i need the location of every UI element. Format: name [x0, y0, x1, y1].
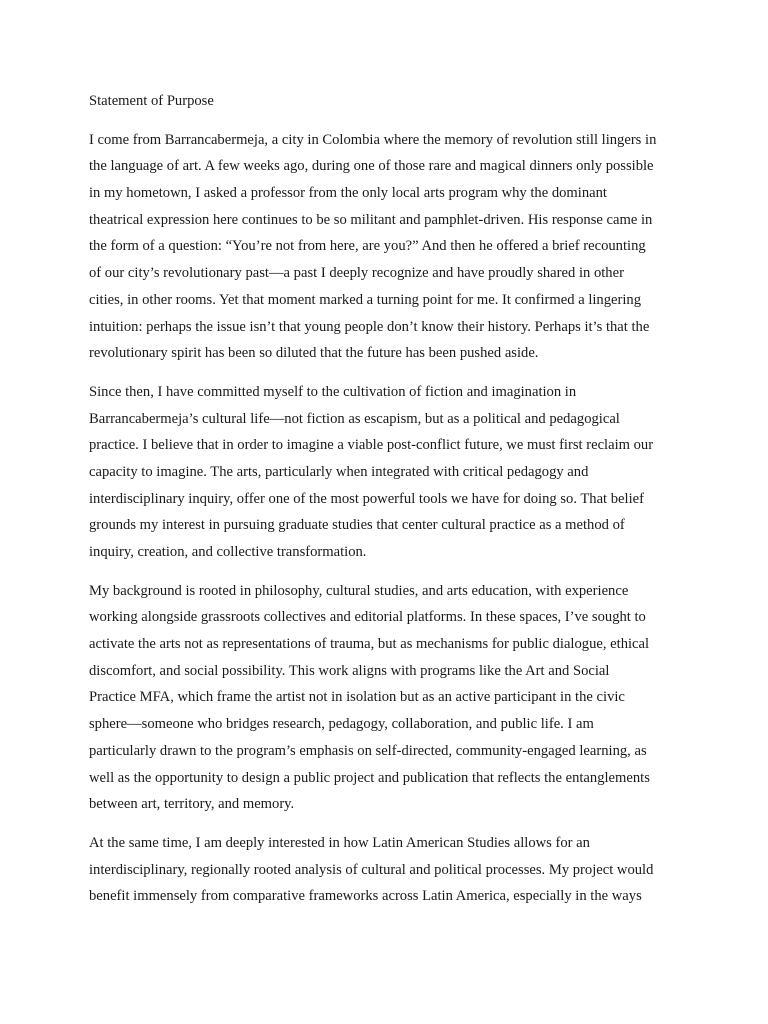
paragraph-line: capacity to imagine. The arts, particularly when integrated with critical pedagogy and — [89, 463, 589, 480]
paragraph-line: discomfort, and social possibility. This work aligns with programs like the Art and Social — [89, 662, 610, 679]
paragraph-line: in my hometown, I asked a professor from the only local arts program why the dominant — [89, 185, 607, 202]
paragraph-line: sphere—someone who bridges research, pedagogy, collaboration, and public life. I am — [89, 716, 594, 733]
paragraph-line: cities, in other rooms. Yet that moment marked a turning point for me. It confirmed a lingering — [89, 291, 642, 308]
paragraph-line: benefit immensely from comparative frameworks across Latin America, especially in the ways — [89, 888, 642, 905]
paragraph-line: At the same time, I am deeply interested in how Latin American Studies allows for an — [89, 834, 590, 851]
paragraph-line: between art, territory, and memory. — [89, 796, 295, 813]
paragraph-line: interdisciplinary, regionally rooted analysis of cultural and political processes. My project would — [89, 861, 654, 878]
paragraph-line: Practice MFA, which frame the artist not in isolation but as an active participant in the civic — [89, 689, 625, 706]
paragraph-line: theatrical expression here continues to be so militant and pamphlet-driven. His response came in — [89, 211, 653, 228]
paragraph-line: of our city’s revolutionary past—a past I deeply recognize and have proudly shared in other — [89, 265, 624, 282]
paragraph-line: practice. I believe that in order to imagine a viable post-conflict future, we must first reclaim our — [89, 437, 654, 454]
paragraph-line: the form of a question: “You’re not from here, are you?” And then he offered a brief recounting — [89, 238, 646, 255]
paragraph-line: interdisciplinary inquiry, offer one of the most powerful tools we have for doing so. That belief — [89, 490, 644, 507]
paragraph-line: the language of art. A few weeks ago, during one of those rare and magical dinners only possible — [89, 158, 654, 175]
document-body — [89, 88, 679, 910]
paragraph-line: activate the arts not as representations of trauma, but as mechanisms for public dialogue, ethical — [89, 636, 650, 653]
paragraph-line: My background is rooted in philosophy, cultural studies, and arts education, with experience — [89, 582, 629, 599]
paragraph-line: grounds my interest in pursuing graduate studies that center cultural practice as a method of — [89, 517, 625, 534]
paragraph-line: well as the opportunity to design a public project and publication that reflects the entanglements — [89, 769, 650, 786]
paragraph-line: Barrancabermeja’s cultural life—not fiction as escapism, but as a political and pedagogical — [89, 410, 620, 427]
paragraph-2 — [89, 379, 679, 566]
paragraph-3 — [89, 578, 679, 818]
paragraph-4 — [89, 830, 679, 910]
paragraph-line: Since then, I have committed myself to the cultivation of fiction and imagination in — [89, 383, 577, 400]
paragraph-line: intuition: perhaps the issue isn’t that young people don’t know their history. Perhaps it’s that the — [89, 318, 650, 335]
paragraph-line: I come from Barrancabermeja, a city in Colombia where the memory of revolution still lingers in — [89, 131, 657, 148]
paragraph-line: revolutionary spirit has been so diluted that the future has been pushed aside. — [89, 345, 539, 362]
paragraph-1 — [89, 127, 679, 367]
document-title: Statement of Purpose — [89, 93, 214, 109]
paragraph-line: inquiry, creation, and collective transformation. — [89, 544, 367, 561]
paragraph-line: working alongside grassroots collectives and editorial platforms. In these spaces, I’ve sought to — [89, 609, 646, 626]
paragraph-line: particularly drawn to the program’s emphasis on self-directed, community-engaged learning, as — [89, 742, 647, 759]
